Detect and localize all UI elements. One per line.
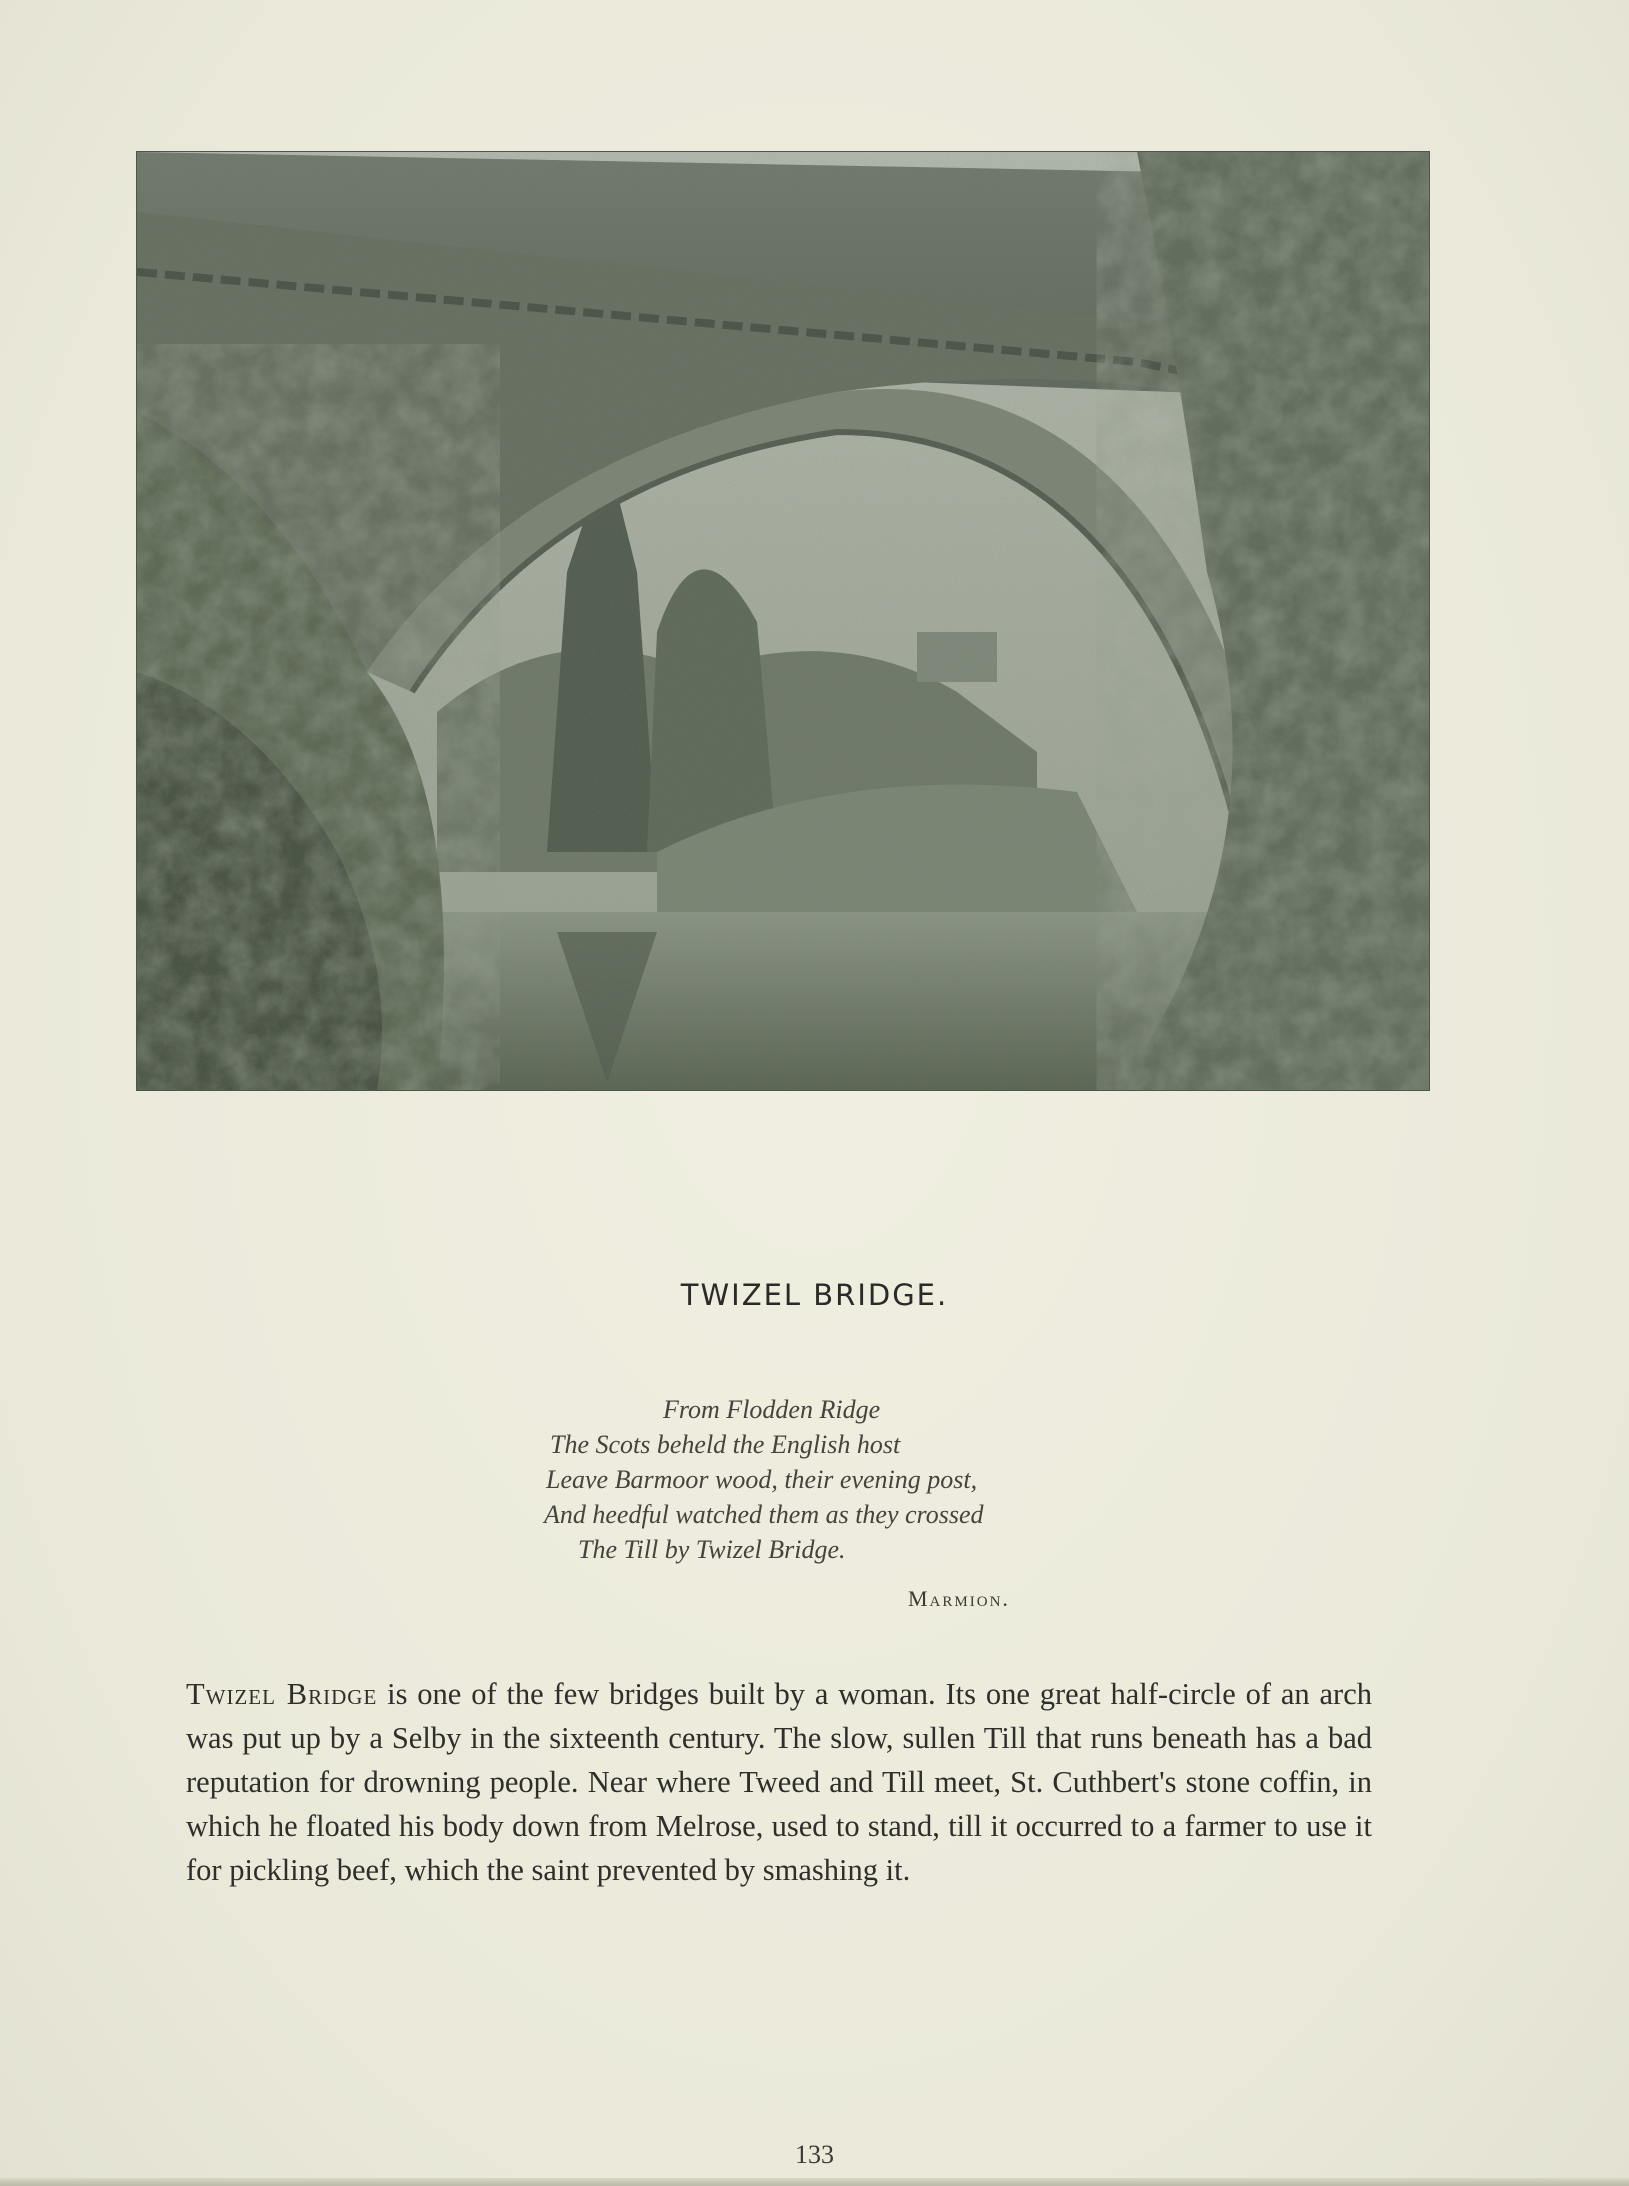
verse-line: The Till by Twizel Bridge.: [578, 1535, 846, 1564]
verse-line: From Flodden Ridge: [663, 1395, 881, 1424]
body-paragraph: [186, 1672, 1372, 1892]
verse-attribution: Marmion.: [908, 1586, 1010, 1611]
bridge-photograph: [137, 152, 1429, 1090]
body-text: is one of the few bridges built by a woman. Its one great half-circle of an arch was put up by a Selby in the sixteenth century. The slow, sullen Till that runs beneath has a bad reputation for drowning people. Near where Tweed and Till meet, St. Cuthbert's stone coffin, in which he floated his body down from Melrose, used to stand, till it occurred to a farmer to use it for pickling beef, which the saint prevented by smashing it.: [186, 1677, 1372, 1887]
page-number: 133: [795, 2140, 834, 2169]
verse-line: And heedful watched them as they crossed: [544, 1500, 984, 1529]
page-bottom-edge: [0, 2178, 1629, 2186]
body-lead-words: Twizel Bridge: [186, 1677, 378, 1711]
verse-line: The Scots beheld the English host: [550, 1430, 901, 1459]
plate-caption: TWIZEL BRIDGE.: [680, 1278, 949, 1312]
verse-line: Leave Barmoor wood, their evening post,: [546, 1465, 978, 1494]
bridge-photo-illustration: [137, 152, 1429, 1090]
verse-quotation: [540, 1392, 1240, 1567]
